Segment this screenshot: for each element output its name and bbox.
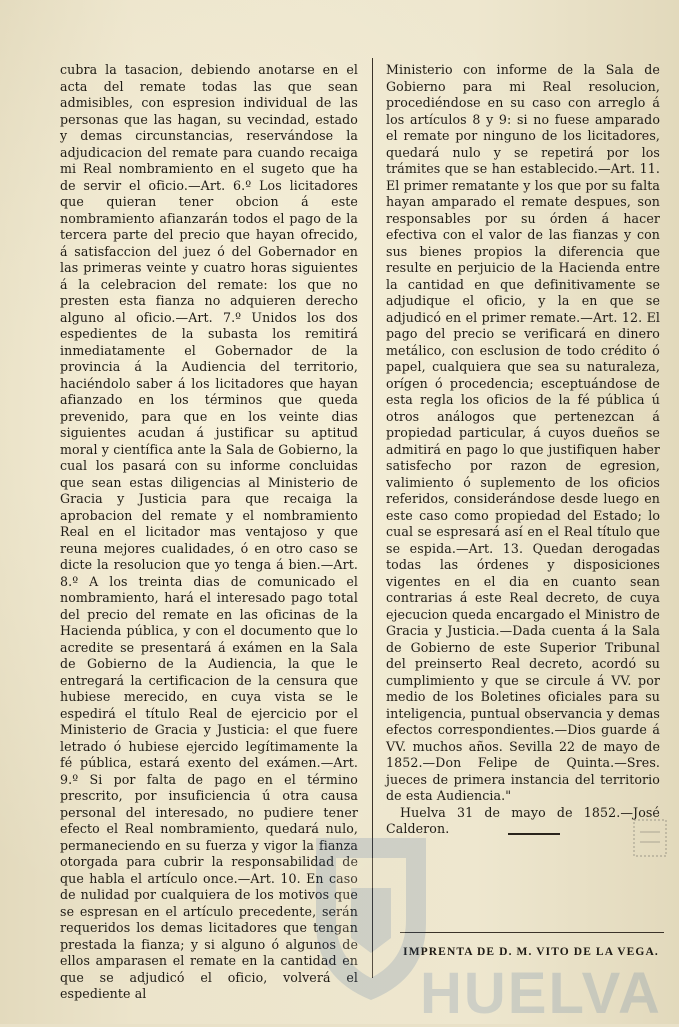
left-column-body: cubra la tasacion, debiendo anotarse en el acta del remate todas las que sean admisibles, con espresion individual de las personas que las hagan, su vecindad, estado y demas circunstancias, reservándose la adjudicacion del remate para cuando recaiga mi Real nombramiento en el sugeto que ha de servir el oficio.—Art. 6.º Los licitadores que quieran tener obcion á este nombramiento afianzarán todos el pago de la tercera parte del precio que hayan ofrecido, á satisfaccion del juez ó del Gobernador en las primeras veinte y cuatro horas siguientes á la celebracion del remate: los que no presten esta fianza no adquieren derecho alguno al oficio.—Art. 7.º Unidos los dos espedientes de la subasta los remitirá inmediatamente el Gobernador de la provincia á la Audiencia del territorio, haciéndolo saber á los licitadores que hayan afianzado en los términos que queda prevenido, para que en los veinte dias siguientes acudan á justificar su aptitud moral y científica ante la Sala de Gobierno, la cual los pasará con su informe concluidas que sean estas diligencias al Ministerio de Gracia y Justicia para que recaiga la aprobacion del remate y el nombramiento Real en el licitador mas ventajoso y que reuna mejores cualidades, ó en otro caso se dicte la resolucion que yo tenga á bien.—Art. 8.º A los treinta dias de comunicado el nombramiento, hará el interesado pago total del precio del remate en las oficinas de la Hacienda pública, y con el documento que lo acredite se presentará á exámen en la Sala de Gobierno de la Audiencia, la que le entregará la certificacion de la censura que hubiese merecido, en cuya vista se le espedirá el título Real de ejercicio por el Ministerio de Gracia y Justicia: el que fuere letrado ó hubiese ejercido legítimamente la fé pública, estará exento del exámen.—Art. 9.º Si por falta de pago en el término prescrito, por insuficiencia ú otra causa personal del interesado, no pudiere tener efecto el Real nombramiento, quedará nulo, permaneciendo en su fuerza y vigor la fianza otorgada para cubrir la responsabilidad de que habla el artículo once.—Art. 10. En caso de nulidad por cualquiera de los motivos que se espresan en el artículo precedente, serán requeridos los demas licitadores que tengan prestada la fianza; y si alguno ó algunos de ellos amparasen el remate en la cantidad en que se adjudicó el oficio, volverá el espediente al [60,62,358,1001]
closing-signature: Huelva 31 de mayo de 1852.—José Calderon. [386,804,660,836]
watermark-text: HUELVA [420,961,662,1026]
end-rule [508,833,560,835]
right-text-column [386,62,660,838]
library-stamp-icon [632,818,668,858]
printer-imprint: IMPRENTA DE D. M. VITO DE LA VEGA. [403,946,659,958]
right-column-body: Ministerio con informe de la Sala de Gobierno para mi Real resolucion, procediéndose en su caso con arreglo á los artículos 8 y 9: si no fuese amparado el remate por ninguno de los licitadores, quedará nulo y se repetirá por los trámites que se han establecido.—Art. 11. El primer rematante y los que por su falta hayan amparado el remate despues, son responsables por su órden á hacer efectiva con el valor de las fianzas y con sus bienes propios la diferencia que resulte en perjuicio de la Hacienda entre la cantidad en que definitivamente se adjudique el oficio, y la en que se adjudicó en el primer remate.—Art. 12. El pago del precio se verificará en dinero metálico, con esclusion de todo crédito ó papel, cualquiera que sea su naturaleza, orígen ó procedencia; esceptuándose de esta regla los oficios de la fé pública ú otros análogos que pertenezcan á propiedad particular, á cuyos dueños se admitirá en pago lo que justifiquen haber satisfecho por razon de egresion, valimiento ó suplemento de los oficios referidos, considerándose desde luego en este caso como propiedad del Estado; lo cual se espresará así en el Real título que se espida.—Art. 13. Quedan derogadas todas las órdenes y disposiciones vigentes en el dia en cuanto sean contrarias á este Real decreto, de cuya ejecucion queda encargado el Ministro de Gracia y Justicia.—Dada cuenta á la Sala de Gobierno de este Superior Tribunal del preinserto Real decreto, acordó su cumplimiento y que se circule á VV. por medio de los Boletines oficiales para su inteligencia, puntual observancia y demas efectos correspondientes.—Dios guarde á VV. muchos años. Sevilla 22 de mayo de 1852.—Don Felipe de Quinta.—Sres. jueces de primera instancia del territorio de esta Audiencia." [386,62,660,803]
